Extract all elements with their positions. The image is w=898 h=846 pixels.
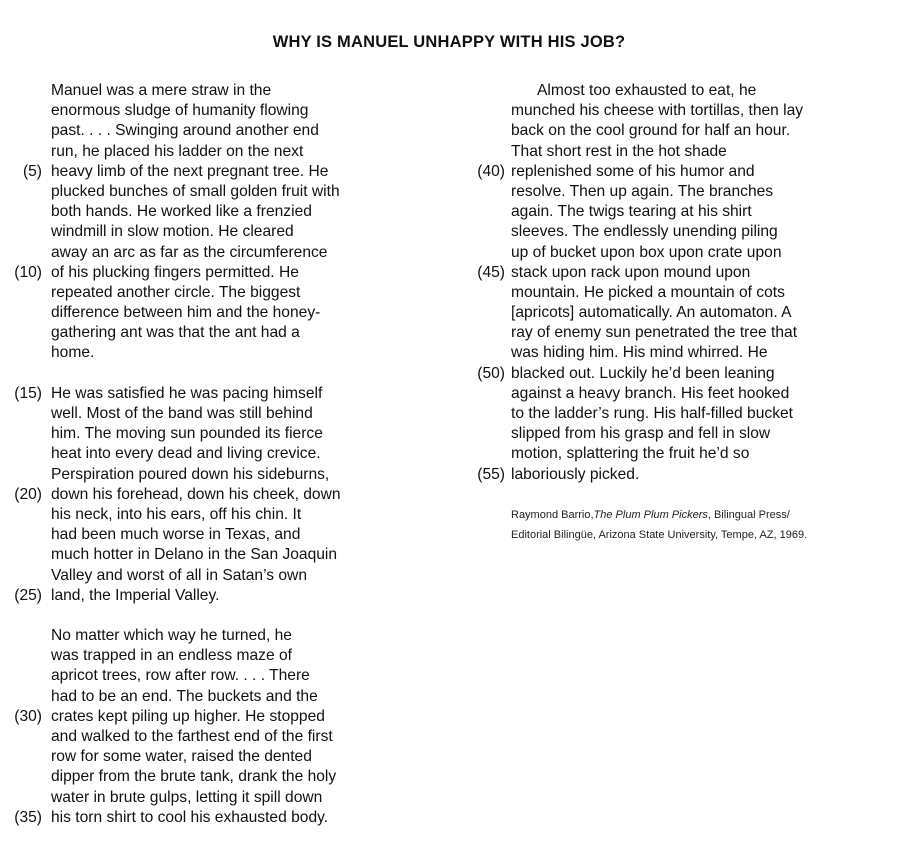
line-text: That short rest in the hot shade	[511, 142, 727, 160]
line-text: heat into every dead and living crevice.	[51, 445, 321, 463]
passage-line	[0, 505, 440, 525]
passage-line	[0, 687, 440, 707]
passage-line	[0, 444, 440, 464]
line-text: again. The twigs tearing at his shirt	[511, 203, 752, 221]
line-text: Almost too exhausted to eat, he	[537, 82, 757, 99]
line-number: (30)	[14, 707, 42, 725]
line-text: water in brute gulps, letting it spill down	[51, 788, 323, 806]
passage-line	[460, 162, 895, 182]
line-number: (15)	[14, 384, 42, 402]
line-text: his torn shirt to cool his exhausted body.	[51, 808, 329, 826]
line-text: He was satisfied he was pacing himself	[51, 384, 323, 402]
passage-line	[0, 626, 440, 646]
source-citation	[511, 505, 807, 545]
line-text: enormous sludge of humanity flowing	[51, 102, 309, 120]
line-text: replenished some of his humor and	[511, 162, 755, 180]
citation-work-title: The Plum Plum Pickers	[593, 509, 708, 521]
paragraph-break	[0, 606, 440, 626]
passage-line	[0, 323, 440, 343]
line-text: row for some water, raised the dented	[51, 748, 312, 766]
passage-line	[0, 404, 440, 424]
passage-line	[460, 283, 895, 303]
line-text: repeated another circle. The biggest	[51, 283, 301, 301]
line-text: ray of enemy sun penetrated the tree that	[511, 324, 798, 342]
line-text: was hiding him. His mind whirred. He	[511, 344, 768, 362]
line-text: blacked out. Luckily he’d been leaning	[511, 364, 775, 382]
line-text: plucked bunches of small golden fruit with	[51, 182, 340, 200]
passage-line	[0, 182, 440, 202]
passage-line	[0, 465, 440, 485]
passage-line	[460, 424, 895, 444]
passage-line	[460, 222, 895, 242]
line-number: (40)	[477, 162, 505, 180]
passage-line	[0, 343, 440, 363]
passage-line	[460, 202, 895, 222]
line-text: land, the Imperial Valley.	[51, 586, 220, 604]
line-text: No matter which way he turned, he	[51, 627, 292, 645]
line-text: well. Most of the band was still behind	[51, 405, 313, 422]
passage-line	[0, 142, 440, 162]
passage-line	[0, 263, 440, 283]
passage-left-column	[0, 81, 440, 828]
passage-line	[0, 202, 440, 222]
passage-line	[0, 747, 440, 767]
passage-line	[0, 666, 440, 686]
passage-line	[0, 384, 440, 404]
line-text: motion, splattering the fruit he’d so	[511, 445, 750, 463]
passage-line	[0, 243, 440, 263]
line-text: down his forehead, down his cheek, down	[51, 485, 341, 503]
line-text: difference between him and the honey-	[51, 304, 321, 322]
line-text: mountain. He picked a mountain of cots	[511, 283, 785, 301]
line-number: (5)	[22, 162, 42, 180]
citation-author: Raymond Barrio,	[511, 509, 594, 521]
passage-line	[0, 586, 440, 606]
line-text: crates kept piling up higher. He stopped	[51, 707, 325, 725]
line-text: both hands. He worked like a frenzied	[51, 203, 312, 221]
line-text: resolve. Then up again. The branches	[511, 182, 774, 200]
line-text: him. The moving sun pounded its fierce	[51, 425, 323, 443]
passage-line	[0, 81, 440, 101]
line-number: (10)	[14, 263, 42, 281]
line-text: was trapped in an endless maze of	[51, 647, 292, 665]
line-text: away an arc as far as the circumference	[51, 243, 328, 261]
passage-line	[460, 101, 895, 121]
line-text: and walked to the farthest end of the first	[51, 728, 333, 745]
line-number: (50)	[477, 364, 505, 382]
line-number: (35)	[14, 808, 42, 826]
passage-line	[460, 384, 895, 404]
line-text: run, he placed his ladder on the next	[51, 142, 304, 160]
passage-right-column	[460, 81, 895, 485]
passage-line	[460, 444, 895, 464]
passage-line	[0, 727, 440, 747]
passage-line	[0, 121, 440, 141]
passage-line	[460, 364, 895, 384]
line-text: slipped from his grasp and fell in slow	[511, 425, 771, 443]
passage-line	[0, 646, 440, 666]
passage-line	[460, 182, 895, 202]
line-text: sleeves. The endlessly unending piling	[511, 223, 778, 241]
citation-line-1	[511, 505, 807, 525]
line-text: against a heavy branch. His feet hooked	[511, 384, 790, 402]
line-text: of his plucking fingers permitted. He	[51, 263, 299, 281]
passage-line	[460, 121, 895, 141]
line-text: dipper from the brute tank, drank the holy	[51, 768, 337, 786]
line-text: up of bucket upon box upon crate upon	[511, 243, 782, 261]
paragraph-break	[0, 364, 440, 384]
passage-line	[460, 303, 895, 323]
passage-line	[0, 162, 440, 182]
line-text: gathering ant was that the ant had a	[51, 324, 300, 342]
passage-line	[460, 404, 895, 424]
line-number: (55)	[477, 465, 505, 483]
line-text: heavy limb of the next pregnant tree. He	[51, 162, 329, 180]
line-text: to the ladder’s rung. His half-filled bucket	[511, 405, 793, 422]
line-text: back on the cool ground for half an hour.	[511, 122, 791, 140]
citation-publisher: , Bilingual Press/	[707, 509, 790, 521]
line-text: Manuel was a mere straw in the	[51, 82, 272, 99]
passage-line	[0, 222, 440, 242]
passage-line	[0, 566, 440, 586]
passage-line	[0, 707, 440, 727]
line-text: Valley and worst of all in Satan’s own	[51, 566, 307, 584]
passage-line	[0, 424, 440, 444]
line-text: laboriously picked.	[511, 465, 640, 483]
passage-line	[0, 101, 440, 121]
line-number: (20)	[14, 485, 42, 503]
line-text: Perspiration poured down his sideburns,	[51, 465, 330, 483]
line-text: stack upon rack upon mound upon	[511, 263, 751, 281]
passage-line	[460, 343, 895, 363]
passage-line	[0, 525, 440, 545]
line-text: had to be an end. The buckets and the	[51, 687, 318, 705]
passage-line	[0, 767, 440, 787]
line-text: his neck, into his ears, off his chin. It	[51, 505, 302, 523]
line-number: (45)	[477, 263, 505, 281]
line-text: home.	[51, 344, 95, 362]
passage-line	[0, 545, 440, 565]
line-text: had been much worse in Texas, and	[51, 526, 301, 544]
line-text: munched his cheese with tortillas, then lay	[511, 102, 804, 120]
passage-line	[460, 142, 895, 162]
passage-line	[460, 243, 895, 263]
passage-line	[0, 788, 440, 808]
line-text: past. . . . Swinging around another end	[51, 122, 319, 140]
line-number: (25)	[14, 586, 42, 604]
passage-line	[460, 465, 895, 485]
passage-line	[0, 303, 440, 323]
passage-line	[460, 81, 895, 101]
passage-line	[0, 485, 440, 505]
line-text: apricot trees, row after row. . . . There	[51, 667, 310, 685]
passage-line	[460, 263, 895, 283]
line-text: [apricots] automatically. An automaton. A	[511, 304, 792, 322]
passage-line	[460, 323, 895, 343]
passage-line	[0, 808, 440, 828]
line-text: windmill in slow motion. He cleared	[51, 223, 294, 241]
passage-line	[0, 283, 440, 303]
citation-line-2: Editorial Bilingüe, Arizona State University, Tempe, AZ, 1969.	[511, 529, 808, 541]
page-title: WHY IS MANUEL UNHAPPY WITH HIS JOB?	[272, 33, 626, 51]
line-text: much hotter in Delano in the San Joaquin	[51, 546, 338, 564]
